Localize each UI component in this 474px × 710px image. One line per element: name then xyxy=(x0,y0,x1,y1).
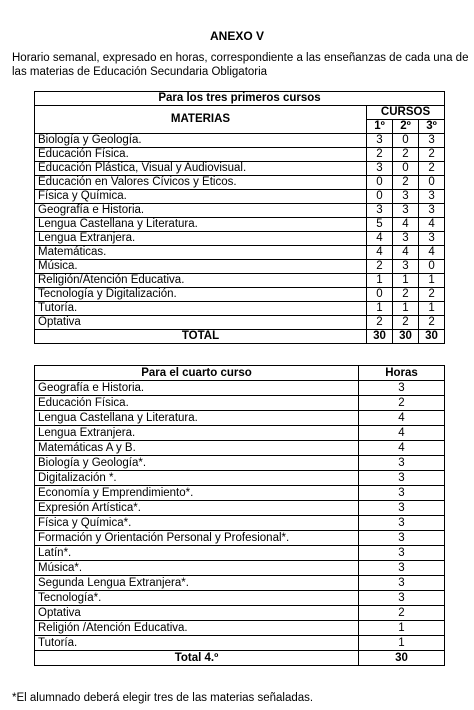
footnote: *El alumnado deberá elegir tres de las materias señaladas. xyxy=(12,692,314,704)
hours-cell: 1 xyxy=(367,302,393,316)
hours-cell: 1 xyxy=(393,274,419,288)
subject-cell: Religión /Atención Educativa. xyxy=(35,621,359,636)
total-label: TOTAL xyxy=(35,330,367,344)
hours-cell: 3 xyxy=(359,561,445,576)
table-row xyxy=(35,176,445,190)
subject-cell: Lengua Castellana y Literatura. xyxy=(35,218,367,232)
course-header-1: 1º xyxy=(367,120,393,134)
hours-cell: 3 xyxy=(359,501,445,516)
table-row xyxy=(35,302,445,316)
subject-cell: Matemáticas A y B. xyxy=(35,441,359,456)
hours-cell: 2 xyxy=(419,162,445,176)
subject-cell: Biología y Geología. xyxy=(35,134,367,148)
hours-cell: 3 xyxy=(359,576,445,591)
table1-caption: Para los tres primeros cursos xyxy=(35,92,445,106)
hours-cell: 4 xyxy=(359,426,445,441)
table-row xyxy=(35,411,445,426)
hours-cell: 2 xyxy=(359,606,445,621)
course-header-3: 3º xyxy=(419,120,445,134)
hours-cell: 0 xyxy=(367,190,393,204)
hours-cell: 5 xyxy=(367,218,393,232)
subject-cell: Biología y Geología*. xyxy=(35,456,359,471)
subject-cell: Optativa xyxy=(35,316,367,330)
subject-cell: Música*. xyxy=(35,561,359,576)
table-row xyxy=(35,218,445,232)
hours-cell: 0 xyxy=(419,260,445,274)
hours-cell: 3 xyxy=(419,190,445,204)
hours-header: Horas xyxy=(359,366,445,381)
hours-cell: 2 xyxy=(359,396,445,411)
hours-cell: 1 xyxy=(393,302,419,316)
subject-cell: Física y Química*. xyxy=(35,516,359,531)
table-row xyxy=(35,606,445,621)
table-row xyxy=(35,134,445,148)
hours-cell: 3 xyxy=(359,471,445,486)
hours-cell: 4 xyxy=(393,218,419,232)
hours-cell: 2 xyxy=(393,288,419,302)
subject-cell: Educación Física. xyxy=(35,148,367,162)
hours-cell: 0 xyxy=(367,176,393,190)
subject-cell: Religión/Atención Educativa. xyxy=(35,274,367,288)
subject-cell: Economía y Emprendimiento*. xyxy=(35,486,359,501)
hours-cell: 3 xyxy=(359,531,445,546)
hours-cell: 1 xyxy=(419,302,445,316)
subject-cell: Música. xyxy=(35,260,367,274)
table-row xyxy=(35,162,445,176)
table-row xyxy=(35,591,445,606)
hours-cell: 3 xyxy=(419,232,445,246)
table-row xyxy=(35,501,445,516)
hours-cell: 2 xyxy=(367,316,393,330)
hours-cell: 3 xyxy=(359,486,445,501)
subject-cell: Lengua Castellana y Literatura. xyxy=(35,411,359,426)
hours-cell: 3 xyxy=(359,591,445,606)
table-row xyxy=(35,576,445,591)
hours-cell: 0 xyxy=(393,134,419,148)
subject-cell: Educación Plástica, Visual y Audiovisual. xyxy=(35,162,367,176)
table-row xyxy=(35,456,445,471)
total-cell: 30 xyxy=(367,330,393,344)
total-cell: 30 xyxy=(359,651,445,666)
hours-cell: 2 xyxy=(367,260,393,274)
table-row xyxy=(35,288,445,302)
hours-cell: 3 xyxy=(393,232,419,246)
hours-cell: 1 xyxy=(359,636,445,651)
table-row xyxy=(35,246,445,260)
subject-cell: Geografía e Historia. xyxy=(35,381,359,396)
hours-cell: 3 xyxy=(359,381,445,396)
table-row xyxy=(35,426,445,441)
hours-cell: 3 xyxy=(359,546,445,561)
table-row xyxy=(35,190,445,204)
total-row xyxy=(35,330,445,344)
hours-cell: 4 xyxy=(367,246,393,260)
subject-cell: Tecnología*. xyxy=(35,591,359,606)
hours-cell: 2 xyxy=(419,288,445,302)
subject-cell: Tutoría. xyxy=(35,636,359,651)
table-row xyxy=(35,274,445,288)
subject-cell: Formación y Orientación Personal y Profesional*. xyxy=(35,531,359,546)
hours-cell: 4 xyxy=(359,411,445,426)
hours-cell: 0 xyxy=(367,288,393,302)
table-row xyxy=(35,148,445,162)
table-row xyxy=(35,531,445,546)
table2-caption: Para el cuarto curso xyxy=(35,366,359,381)
cursos-header: CURSOS xyxy=(367,106,445,120)
table-row xyxy=(35,316,445,330)
hours-cell: 3 xyxy=(419,134,445,148)
hours-cell: 3 xyxy=(359,516,445,531)
subject-cell: Optativa xyxy=(35,606,359,621)
intro-paragraph: Horario semanal, expresado en horas, correspondiente a las enseñanzas de cada una de las materias de Educación Secundaria Obligatoria xyxy=(12,52,469,78)
table-row xyxy=(35,260,445,274)
subject-cell: Física y Química. xyxy=(35,190,367,204)
hours-cell: 3 xyxy=(367,204,393,218)
hours-cell: 4 xyxy=(393,246,419,260)
table1-header-row xyxy=(35,106,445,120)
table-row xyxy=(35,621,445,636)
hours-cell: 3 xyxy=(367,162,393,176)
hours-cell: 2 xyxy=(393,148,419,162)
table2-header-row xyxy=(35,366,445,381)
table-row xyxy=(35,636,445,651)
table-row xyxy=(35,232,445,246)
total-cell: 30 xyxy=(393,330,419,344)
hours-cell: 1 xyxy=(359,621,445,636)
table-row xyxy=(35,204,445,218)
total-label: Total 4.º xyxy=(35,651,359,666)
hours-cell: 4 xyxy=(419,246,445,260)
subject-cell: Tecnología y Digitalización. xyxy=(35,288,367,302)
hours-cell: 4 xyxy=(367,232,393,246)
subject-cell: Digitalización *. xyxy=(35,471,359,486)
subject-cell: Lengua Extranjera. xyxy=(35,232,367,246)
hours-cell: 4 xyxy=(419,218,445,232)
hours-cell: 1 xyxy=(419,274,445,288)
hours-cell: 2 xyxy=(419,148,445,162)
subject-cell: Segunda Lengua Extranjera*. xyxy=(35,576,359,591)
table1-caption-row xyxy=(35,92,445,106)
hours-cell: 3 xyxy=(419,204,445,218)
subject-cell: Tutoría. xyxy=(35,302,367,316)
table-fourth-course xyxy=(34,365,445,666)
hours-cell: 1 xyxy=(367,274,393,288)
table-first-three-courses xyxy=(34,91,445,344)
hours-cell: 4 xyxy=(359,441,445,456)
table-row xyxy=(35,471,445,486)
hours-cell: 2 xyxy=(393,176,419,190)
materias-header: MATERIAS xyxy=(35,106,367,134)
table-row xyxy=(35,441,445,456)
total-row xyxy=(35,651,445,666)
subject-cell: Expresión Artística*. xyxy=(35,501,359,516)
hours-cell: 3 xyxy=(393,260,419,274)
course-header-2: 2º xyxy=(393,120,419,134)
subject-cell: Matemáticas. xyxy=(35,246,367,260)
subject-cell: Educación Física. xyxy=(35,396,359,411)
hours-cell: 2 xyxy=(367,148,393,162)
table-row xyxy=(35,516,445,531)
hours-cell: 3 xyxy=(367,134,393,148)
subject-cell: Geografía e Historia. xyxy=(35,204,367,218)
document-title: ANEXO V xyxy=(209,29,264,43)
subject-cell: Lengua Extranjera. xyxy=(35,426,359,441)
hours-cell: 3 xyxy=(359,456,445,471)
hours-cell: 2 xyxy=(419,316,445,330)
subject-cell: Educación en Valores Cívicos y Éticos. xyxy=(35,176,367,190)
hours-cell: 3 xyxy=(393,204,419,218)
table-row xyxy=(35,396,445,411)
total-cell: 30 xyxy=(419,330,445,344)
hours-cell: 2 xyxy=(393,316,419,330)
hours-cell: 0 xyxy=(419,176,445,190)
hours-cell: 0 xyxy=(393,162,419,176)
table-row xyxy=(35,561,445,576)
hours-cell: 3 xyxy=(393,190,419,204)
table-row xyxy=(35,546,445,561)
table-row xyxy=(35,486,445,501)
subject-cell: Latín*. xyxy=(35,546,359,561)
table-row xyxy=(35,381,445,396)
